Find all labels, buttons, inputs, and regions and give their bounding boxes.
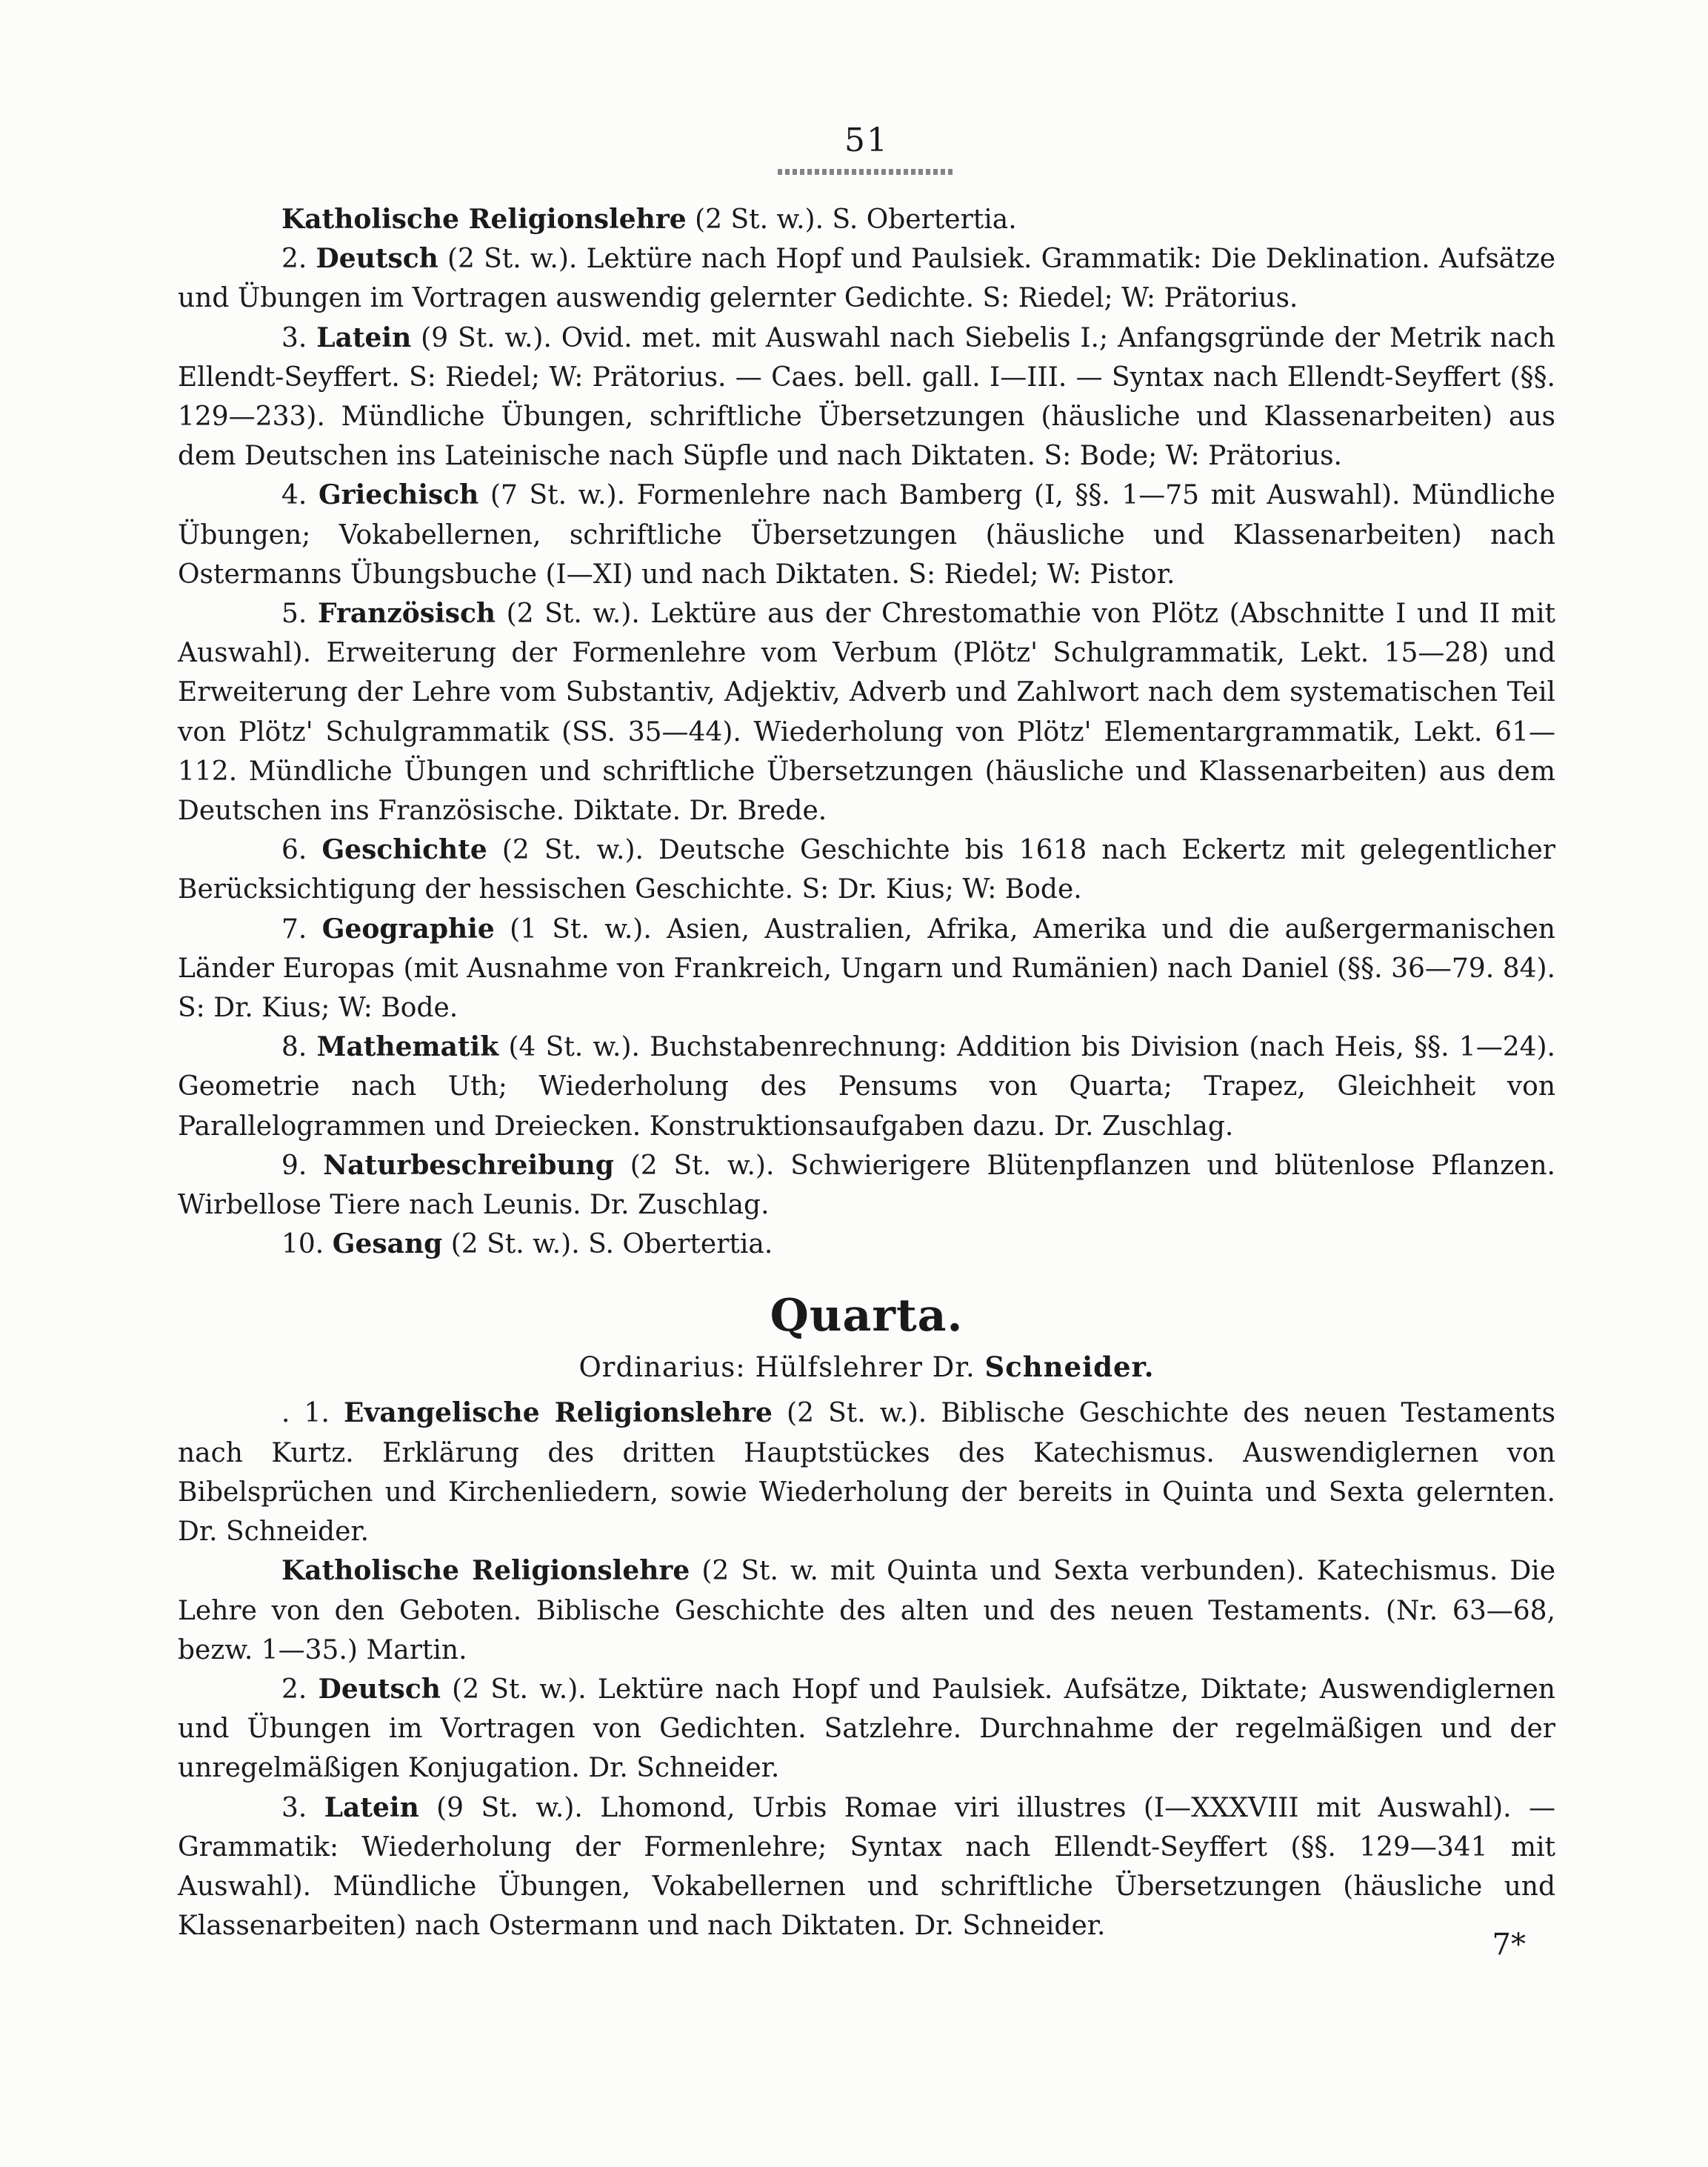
- subject-heading: Latein: [324, 1791, 419, 1823]
- paragraph-number: . 1.: [281, 1398, 330, 1429]
- subject-heading: Geschichte: [321, 834, 487, 866]
- subject-heading: Naturbeschreibung: [323, 1149, 614, 1181]
- paragraph-text: (2 St. w.). Biblische Geschichte des neuen Testaments nach Kurtz. Erklärung des dritten Hauptstückes des Katechismus. Auswendiglernen von Bibelsprüchen und Kirchenliedern, sowie Wiederholung der bereits in Quinta und Sexta gelernten. Dr. Schneider.: [178, 1398, 1556, 1548]
- subject-heading: Französisch: [317, 598, 496, 630]
- subject-heading: Griechisch: [318, 479, 479, 511]
- subject-heading: Mathematik: [316, 1031, 499, 1063]
- page-number: 51: [844, 122, 889, 159]
- paragraph-deutsch: [178, 239, 1555, 318]
- subject-heading: Gesang: [332, 1228, 443, 1260]
- paragraph-geographie: [178, 910, 1555, 1028]
- subject-heading: Katholische Religionslehre: [281, 204, 687, 235]
- paragraph-kath-religion-quarta: [178, 1551, 1555, 1670]
- paragraph-text: (4 St. w.). Buchstabenrechnung: Addition bis Division (nach Heis, §§. 1—24). Geometrie nach Uth; Wiederholung des Pensums von Quarta; Trapez, Gleichheit von Parallelogrammen und Dreiecken. Konstruktionsaufgaben dazu. Dr. Zuschlag.: [178, 1032, 1555, 1142]
- paragraph-text: (2 St. w.). Lektüre nach Hopf und Paulsiek. Aufsätze, Diktate; Auswendiglernen und Übungen im Vortragen von Gedichten. Satzlehre. Durchnahme der regelmäßigen und der unregelmäßigen Konjugation. Dr. Schneider.: [178, 1674, 1555, 1784]
- paragraph-latein-quarta: [178, 1788, 1555, 1946]
- paragraph-kath-religion-untertertia: [178, 200, 1555, 239]
- subject-heading: Deutsch: [316, 243, 438, 275]
- subject-heading: Latein: [316, 322, 412, 353]
- paragraph-number: 10.: [281, 1229, 324, 1260]
- paragraph-number: 3.: [281, 322, 307, 353]
- paragraph-text: (9 St. w.). Lhomond, Urbis Romae viri illustres (I—XXXVIII mit Auswahl). — Grammatik: Wiederholung der Formenlehre; Syntax nach Ellendt-Seyffert (§§. 129—341 mit Auswahl). Mündliche Übungen, Vokabellernen und schriftliche Übersetzungen (häusliche und Klassenarbeiten) nach Ostermann und nach Diktaten. Dr. Schneider.: [178, 1792, 1555, 1942]
- ordinarius-line: [178, 1347, 1555, 1388]
- ordinarius-name: Schneider.: [984, 1351, 1155, 1384]
- paragraph-franzoesisch: [178, 594, 1555, 830]
- paragraph-text: (2 St. w.). Lektüre aus der Chrestomathie von Plötz (Abschnitte I und II mit Auswahl). Erweiterung der Formenlehre vom Verbum (Plötz' Schulgrammatik, Lekt. 15—28) und Erweiterung der Lehre vom Substantiv, Adjektiv, Adverb und Zahlwort nach dem systematischen Teil von Plötz' Schulgrammatik (SS. 35—44). Wiederholung von Plötz' Elementargrammatik, Lekt. 61—112. Mündliche Übungen und schriftliche Übersetzungen (häusliche und Klassenarbeiten) aus dem Deutschen ins Französische. Diktate. Dr. Brede.: [178, 599, 1555, 827]
- paragraph-griechisch: [178, 476, 1555, 594]
- paragraph-text: (2 St. w.). Lektüre nach Hopf und Paulsiek. Grammatik: Die Deklination. Aufsätze und Übungen im Vortragen auswendig gelernter Gedichte. S: Riedel; W: Prätorius.: [178, 244, 1555, 314]
- subject-heading: Evangelische Religionslehre: [344, 1397, 773, 1429]
- paragraph-latein: [178, 319, 1555, 476]
- paragraph-number: 5.: [281, 599, 307, 630]
- ordinarius-label: Ordinarius: Hülfslehrer Dr.: [578, 1351, 985, 1384]
- paragraph-number: 6.: [281, 835, 307, 866]
- paragraph-text: (7 St. w.). Formenlehre nach Bamberg (I, §§. 1—75 mit Auswahl). Mündliche Übungen; Vokabellernen, schriftliche Übersetzungen (häusliche und Klassenarbeiten) nach Ostermanns Übungsbuche (I—XI) und nach Diktaten. S: Riedel; W: Pistor.: [178, 480, 1555, 590]
- paragraph-ev-religion: [178, 1394, 1555, 1551]
- paragraph-number: 4.: [281, 480, 307, 511]
- paragraph-number: 2.: [281, 244, 307, 275]
- paragraph-gesang: [178, 1225, 1555, 1264]
- body-text: [178, 200, 1555, 1945]
- signature-mark: 7*: [1492, 1928, 1526, 1962]
- paragraph-deutsch-quarta: [178, 1670, 1555, 1788]
- paragraph-number: 8.: [281, 1032, 307, 1063]
- subject-heading: Katholische Religionslehre: [281, 1555, 690, 1587]
- paragraph-text: (2 St. w.). Deutsche Geschichte bis 1618 nach Eckertz mit gelegentlicher Berücksichtigung der hessischen Geschichte. S: Dr. Kius; W: Bode.: [178, 835, 1555, 905]
- paragraph-text: (2 St. w.). Schwierigere Blütenpflanzen und blütenlose Pflanzen. Wirbellose Tiere nach Leunis. Dr. Zuschlag.: [178, 1150, 1555, 1221]
- section-heading-quarta: Quarta.: [770, 1290, 964, 1342]
- paragraph-geschichte: [178, 830, 1555, 909]
- subject-heading: Geographie: [321, 913, 495, 945]
- paragraph-text: (2 St. w.). S. Obertertia.: [686, 204, 1017, 235]
- paragraph-number: 7.: [281, 913, 307, 945]
- paragraph-number: 3.: [281, 1792, 307, 1823]
- paragraph-number: 9.: [281, 1150, 307, 1181]
- paragraph-text: (2 St. w. mit Quinta und Sexta verbunden). Katechismus. Die Lehre von den Geboten. Biblische Geschichte des alten und des neuen Testaments. (Nr. 63—68, bezw. 1—35.) Martin.: [178, 1556, 1555, 1665]
- subject-heading: Deutsch: [318, 1673, 441, 1705]
- paragraph-mathematik: [178, 1028, 1555, 1146]
- paragraph-text: (2 St. w.). S. Obertertia.: [442, 1229, 773, 1260]
- paragraph-number: 2.: [281, 1674, 307, 1705]
- paragraph-text: (1 St. w.). Asien, Australien, Afrika, Amerika und die außergermanischen Länder Europas (mit Ausnahme von Frankreich, Ungarn und Rumänien) nach Daniel (§§. 36—79. 84). S: Dr. Kius; W: Bode.: [178, 913, 1555, 1024]
- document-page: [178, 119, 1555, 2119]
- paragraph-naturbeschreibung: [178, 1146, 1555, 1225]
- paragraph-text: (9 St. w.). Ovid. met. mit Auswahl nach Siebelis I.; Anfangsgründe der Metrik nach Ellendt-Seyffert. S: Riedel; W: Prätorius. — Caes. bell. gall. I—III. — Syntax nach Ellendt-Seyffert (§§. 129—233). Mündliche Übungen, schriftliche Übersetzungen (häusliche und Klassenarbeiten) aus dem Deutschen ins Lateinische nach Süpfle und nach Diktaten. S: Bode; W: Prätorius.: [178, 322, 1556, 472]
- page-number-rule: [778, 169, 955, 175]
